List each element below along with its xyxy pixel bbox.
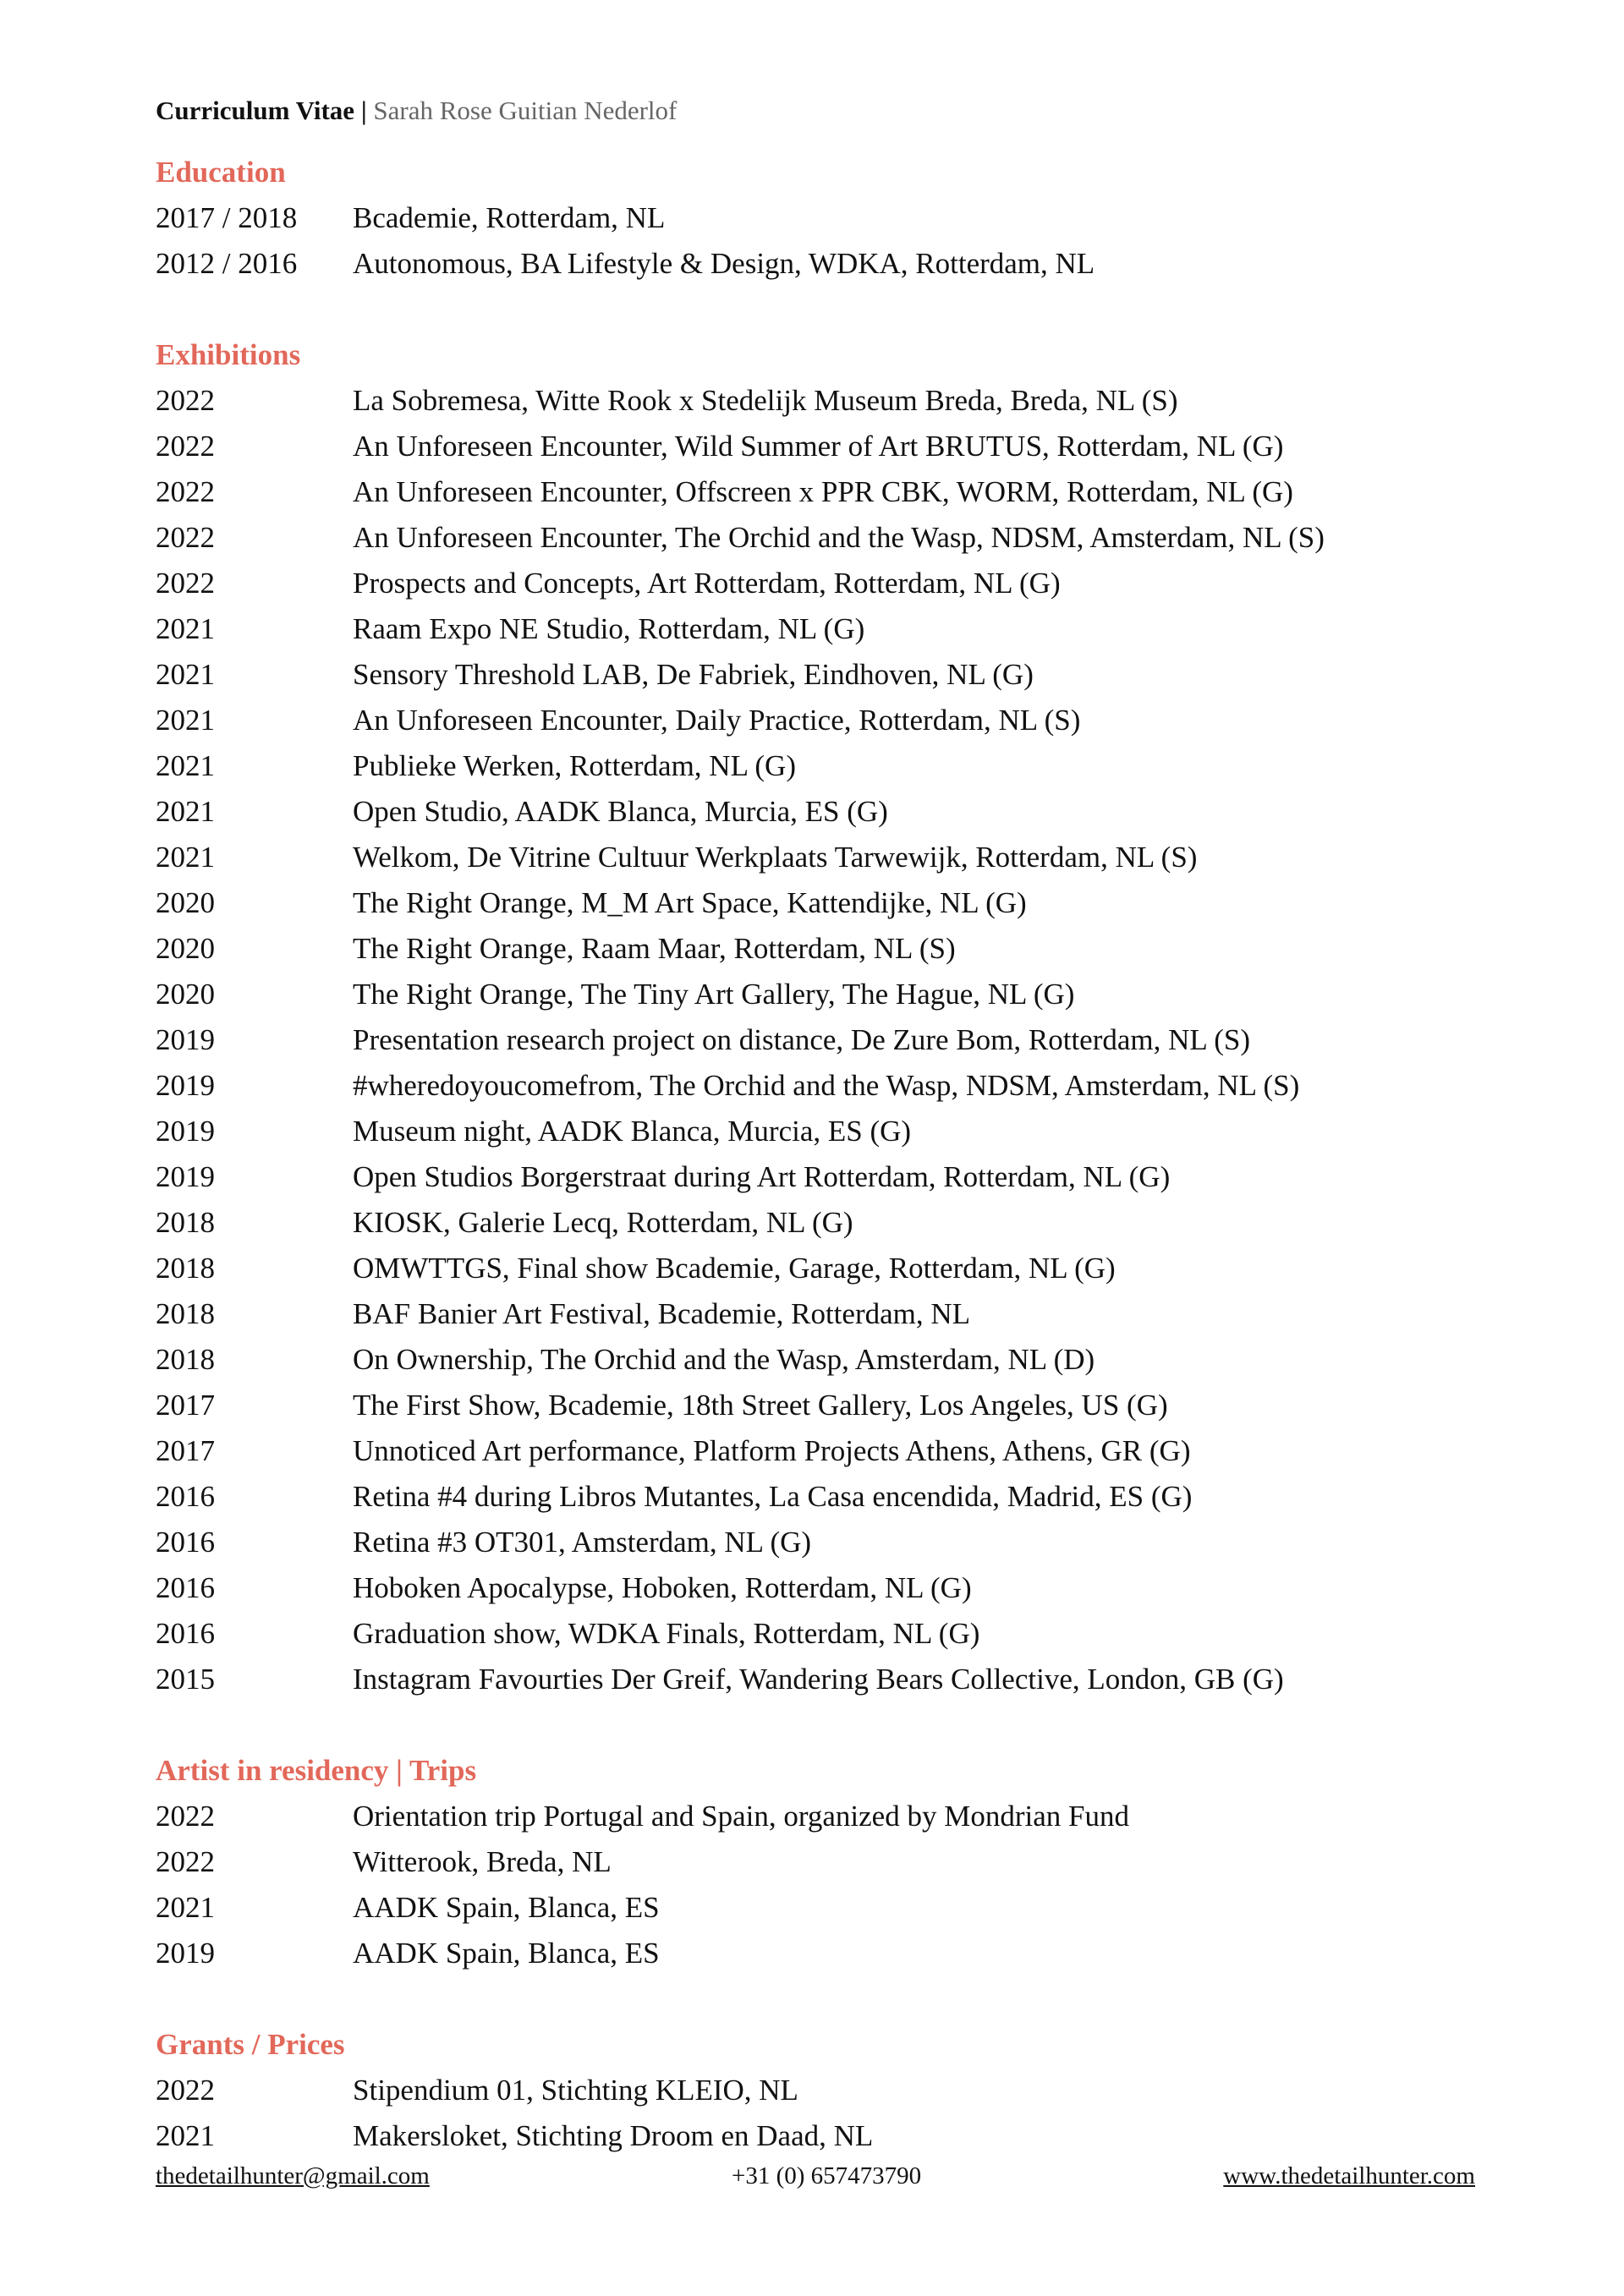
- entry-description: Bcademie, Rotterdam, NL: [353, 201, 666, 234]
- entry-year: 2017: [156, 1389, 215, 1422]
- email-link[interactable]: thedetailhunter@gmail.com: [156, 2162, 430, 2189]
- list-item: [156, 1063, 1543, 1109]
- list-item: [156, 1337, 1543, 1383]
- list-item: [156, 1154, 1543, 1200]
- entry-year: 2022: [156, 567, 215, 600]
- list-item: [156, 1885, 1543, 1931]
- entry-description: The Right Orange, Raam Maar, Rotterdam, NL (S): [353, 932, 956, 965]
- section: [156, 150, 1543, 287]
- entry-year: 2021: [156, 658, 215, 691]
- entry-year: 2017: [156, 1434, 215, 1467]
- section-title: Exhibitions: [156, 338, 301, 371]
- entry-year: 2017 / 2018: [156, 201, 298, 234]
- list-item: [156, 1246, 1543, 1291]
- entry-year: 2019: [156, 1160, 215, 1193]
- entry-year: 2018: [156, 1297, 215, 1330]
- entry-description: An Unforeseen Encounter, The Orchid and the Wasp, NDSM, Amsterdam, NL (S): [353, 521, 1325, 554]
- entry-description: Prospects and Concepts, Art Rotterdam, Rotterdam, NL (G): [353, 567, 1061, 600]
- list-item: [156, 2113, 1543, 2159]
- entry-description: Publieke Werken, Rotterdam, NL (G): [353, 749, 796, 782]
- entry-description: OMWTTGS, Final show Bcademie, Garage, Rotterdam, NL (G): [353, 1252, 1116, 1285]
- entry-description: The Right Orange, The Tiny Art Gallery, The Hague, NL (G): [353, 978, 1075, 1011]
- website-link[interactable]: www.thedetailhunter.com: [1223, 2162, 1475, 2189]
- entry-description: Open Studios Borgerstraat during Art Rotterdam, Rotterdam, NL (G): [353, 1160, 1171, 1193]
- section: [156, 332, 1543, 1702]
- list-item: [156, 195, 1543, 241]
- entry-description: An Unforeseen Encounter, Daily Practice, Rotterdam, NL (S): [353, 704, 1081, 737]
- entry-year: 2015: [156, 1663, 215, 1696]
- entry-description: Open Studio, AADK Blanca, Murcia, ES (G): [353, 795, 888, 828]
- entry-year: 2018: [156, 1206, 215, 1239]
- list-item: [156, 1931, 1543, 1976]
- list-item: [156, 2068, 1543, 2113]
- entry-year: 2021: [156, 612, 215, 645]
- entry-description: Raam Expo NE Studio, Rotterdam, NL (G): [353, 612, 865, 645]
- list-item: [156, 1383, 1543, 1428]
- list-item: [156, 1794, 1543, 1839]
- list-item: [156, 1017, 1543, 1063]
- entry-description: An Unforeseen Encounter, Wild Summer of Art BRUTUS, Rotterdam, NL (G): [353, 430, 1284, 463]
- list-item: [156, 241, 1543, 287]
- list-item: [156, 789, 1543, 835]
- list-item: [156, 1428, 1543, 1474]
- entry-description: An Unforeseen Encounter, Offscreen x PPR CBK, WORM, Rotterdam, NL (G): [353, 475, 1293, 508]
- list-item: [156, 1200, 1543, 1246]
- entry-year: 2022: [156, 1845, 215, 1878]
- section: [156, 1748, 1543, 1976]
- entry-description: Stipendium 01, Stichting KLEIO, NL: [353, 2074, 798, 2107]
- entry-year: 2016: [156, 1480, 215, 1513]
- title-separator: |: [360, 96, 367, 125]
- page-footer: [156, 2161, 1475, 2191]
- list-item: [156, 1839, 1543, 1885]
- entry-year: 2016: [156, 1617, 215, 1650]
- entry-description: On Ownership, The Orchid and the Wasp, Amsterdam, NL (D): [353, 1343, 1095, 1376]
- entry-year: 2021: [156, 2119, 215, 2152]
- entry-year: 2022: [156, 430, 215, 463]
- entry-description: AADK Spain, Blanca, ES: [353, 1937, 660, 1970]
- cv-content: [156, 150, 1543, 2205]
- list-item: [156, 1474, 1543, 1520]
- entry-year: 2019: [156, 1115, 215, 1148]
- entry-description: Instagram Favourties Der Greif, Wandering Bears Collective, London, GB (G): [353, 1663, 1284, 1696]
- list-item: [156, 378, 1543, 424]
- entry-description: Retina #3 OT301, Amsterdam, NL (G): [353, 1526, 812, 1559]
- entry-year: 2020: [156, 978, 215, 1011]
- list-item: [156, 743, 1543, 789]
- entry-year: 2021: [156, 704, 215, 737]
- entry-description: Unnoticed Art performance, Platform Projects Athens, Athens, GR (G): [353, 1434, 1191, 1467]
- entry-description: Graduation show, WDKA Finals, Rotterdam, NL (G): [353, 1617, 980, 1650]
- entry-description: Orientation trip Portugal and Spain, organized by Mondrian Fund: [353, 1800, 1129, 1833]
- list-item: [156, 1611, 1543, 1657]
- entry-year: 2021: [156, 1891, 215, 1924]
- entry-year: 2012 / 2016: [156, 247, 298, 280]
- list-item: [156, 652, 1543, 698]
- entry-description: La Sobremesa, Witte Rook x Stedelijk Museum Breda, Breda, NL (S): [353, 384, 1178, 417]
- phone-number: +31 (0) 657473790: [731, 2162, 922, 2189]
- list-item: [156, 424, 1543, 469]
- entry-year: 2022: [156, 521, 215, 554]
- entry-year: 2016: [156, 1526, 215, 1559]
- entry-description: Welkom, De Vitrine Cultuur Werkplaats Tarwewijk, Rotterdam, NL (S): [353, 841, 1198, 874]
- list-item: [156, 1565, 1543, 1611]
- section-title: Grants / Prices: [156, 2028, 345, 2061]
- entry-year: 2022: [156, 475, 215, 508]
- list-item: [156, 972, 1543, 1017]
- entry-description: Hoboken Apocalypse, Hoboken, Rotterdam, NL (G): [353, 1571, 972, 1604]
- entry-description: The Right Orange, M_M Art Space, Kattendijke, NL (G): [353, 886, 1027, 919]
- entry-year: 2021: [156, 795, 215, 828]
- entry-description: Presentation research project on distance, De Zure Bom, Rotterdam, NL (S): [353, 1023, 1251, 1056]
- entry-year: 2022: [156, 2074, 215, 2107]
- entry-description: AADK Spain, Blanca, ES: [353, 1891, 660, 1924]
- entry-year: 2019: [156, 1023, 215, 1056]
- list-item: [156, 1657, 1543, 1702]
- list-item: [156, 606, 1543, 652]
- entry-description: Museum night, AADK Blanca, Murcia, ES (G): [353, 1115, 912, 1148]
- entry-year: 2020: [156, 932, 215, 965]
- entry-description: Sensory Threshold LAB, De Fabriek, Eindhoven, NL (G): [353, 658, 1034, 691]
- document-title: Curriculum Vitae: [156, 96, 355, 125]
- entry-year: 2018: [156, 1252, 215, 1285]
- entry-year: 2021: [156, 749, 215, 782]
- entry-year: 2019: [156, 1069, 215, 1102]
- list-item: [156, 469, 1543, 515]
- list-item: [156, 880, 1543, 926]
- entry-year: 2022: [156, 1800, 215, 1833]
- entry-year: 2019: [156, 1937, 215, 1970]
- entry-description: Witterook, Breda, NL: [353, 1845, 612, 1878]
- list-item: [156, 515, 1543, 561]
- list-item: [156, 561, 1543, 606]
- entry-description: The First Show, Bcademie, 18th Street Gallery, Los Angeles, US (G): [353, 1389, 1168, 1422]
- section-title: Artist in residency | Trips: [156, 1754, 477, 1787]
- list-item: [156, 926, 1543, 972]
- entry-year: 2020: [156, 886, 215, 919]
- entry-year: 2021: [156, 841, 215, 874]
- person-name: Sarah Rose Guitian Nederlof: [373, 96, 678, 125]
- entry-year: 2018: [156, 1343, 215, 1376]
- page-header: [156, 94, 677, 128]
- list-item: [156, 1109, 1543, 1154]
- entry-year: 2016: [156, 1571, 215, 1604]
- list-item: [156, 1520, 1543, 1565]
- entry-description: Autonomous, BA Lifestyle & Design, WDKA, Rotterdam, NL: [353, 247, 1095, 280]
- entry-description: Retina #4 during Libros Mutantes, La Casa encendida, Madrid, ES (G): [353, 1480, 1193, 1513]
- section-title: Education: [156, 156, 286, 189]
- entry-description: #wheredoyoucomefrom, The Orchid and the Wasp, NDSM, Amsterdam, NL (S): [353, 1069, 1300, 1102]
- list-item: [156, 1291, 1543, 1337]
- list-item: [156, 835, 1543, 880]
- entry-year: 2022: [156, 384, 215, 417]
- entry-description: BAF Banier Art Festival, Bcademie, Rotterdam, NL: [353, 1297, 971, 1330]
- entry-description: Makersloket, Stichting Droom en Daad, NL: [353, 2119, 874, 2152]
- list-item: [156, 698, 1543, 743]
- entry-description: KIOSK, Galerie Lecq, Rotterdam, NL (G): [353, 1206, 853, 1239]
- section: [156, 2022, 1543, 2159]
